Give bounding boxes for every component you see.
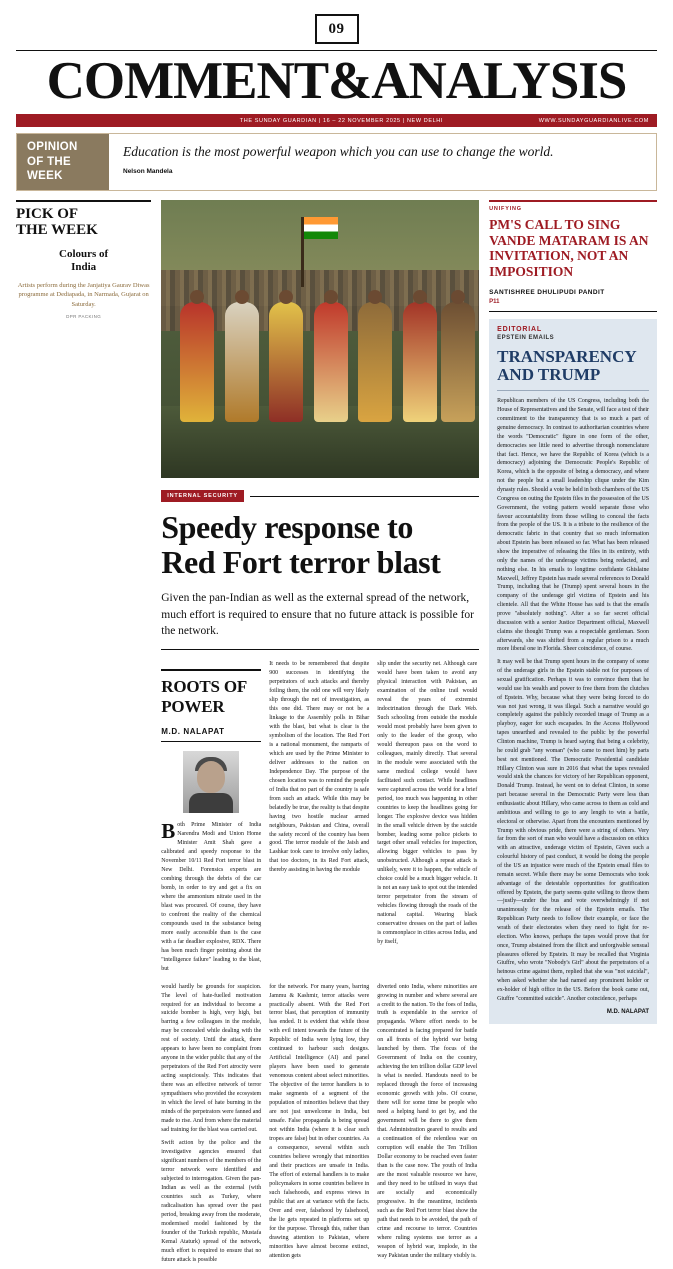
otw-label-line3: WEEK — [27, 170, 63, 183]
editorial-paragraph: Republican members of the US Congress, including both the House of Representatives and the Senate, will face a test of their commitment to the transparency that is so much a part of genuine democracy. In contrast to authoritarian countries where the words "Democratic" figure in one form of the other, democracies see little need to advertise through nomenclature that fact. Hence, we have the Republic of Korea (which is a democracy) adjoining the Democratic People's Republic of Korea, which is the opposite of being a democracy, and where not the people but a small leadership clique under the Kim dynasty rules. Should a vote be held in both chambers of the US Congress on outing the Epstein files in the possession of the US Government, the voting pattern would separate those who favour accountability from those willing to conceal the facts from the people of the US. It is a tribute to the resilience of the democratic fabric in that country that so much information about Epstein has been released so far. What has been released show the imperative of releasing the files in its entirety, with only the names of the underage victims being redacted, and nothing else. In his emails to longtime confidante Ghislaine Maxwell, Jeffrey Epstein has made several references to Donald Trump, including that he (Trump) spent several hours in the company of the underage girl victims of Epstein and his clientele. All that the White House has said is that the emails prove "absolutely nothing". After a so far secret official discussion with a senior Justice Department official, Maxwell claims she thought Trump was a respectable gentleman. Soon afterwards, she was shifted from a regular prison to a much more liberal one in Florida. Sheer coincidence, of course. — [497, 398, 649, 653]
opinion-of-the-week-content — [109, 134, 656, 190]
body-text-2 — [269, 660, 369, 875]
editorial-title — [497, 348, 649, 392]
author-avatar — [183, 751, 239, 813]
lead-photo — [161, 200, 479, 478]
body-text-5 — [269, 983, 369, 1261]
lead-standfirst: Given the pan-Indian as well as the external spread of the network, much effort is required to ensure that no future attack is possible for the network. — [161, 590, 479, 650]
body-paragraph: diverted onto India, where minorities are growing in number and where several are a credit to the nation. To the foes of India, truth is expendable in the service of propaganda. Where effort needs to be concentrated is facing prepared for battle on all fronts of the hybrid war being launched by them. The focus of the Government of India on the country, achieving the ten trillion dollar GDP level is what is needed. Handouts need to be replaced through the force of increasing economic growth with jobs. Of course, there will for some time be people who need a helping hand to get by, and the government will be there to give them that. Administration geared to results and a continuation of the relentless war on corruption will enable the Ten Trillion Dollar economy to be reached even faster than is the case now. The youth of India are the most valuable resource we have, and they need to be utilised in ways that are socially and economically progressive. In the meantime, incidents such as the Red Fort terror blast show the path that needs to be avoided, the path of crime and recourse to terror. Countries where ruling systems use terror as a weapon of hybrid war, implode, in the way Pakistan under the military visibly is. — [377, 983, 478, 1259]
page-reference[interactable]: P11 — [489, 299, 657, 312]
lead-body-columns — [161, 660, 479, 977]
section-tag-row — [161, 490, 479, 502]
opinion-of-the-week-label — [17, 134, 109, 190]
masthead-info-bar — [16, 114, 657, 127]
indian-flag-icon — [301, 217, 304, 287]
page-title — [16, 52, 657, 110]
body-text-1 — [161, 821, 261, 973]
otw-label-line2: OF THE — [27, 155, 71, 168]
pick-label-line2: THE WEEK — [16, 221, 98, 238]
editorial-subkicker: EPSTEIN EMAILS — [497, 334, 555, 341]
pick-subtitle-line1: Colours of — [59, 247, 109, 260]
roots-of-power-block — [161, 669, 261, 813]
pick-subtitle-line2: India — [71, 260, 97, 273]
photo-dancer — [358, 302, 392, 422]
opinion-author: Nelson Mandela — [123, 167, 173, 175]
photo-dancer — [269, 302, 303, 422]
opinion-of-the-week — [16, 133, 657, 191]
section-tag: INTERNAL SECURITY — [161, 490, 244, 502]
photo-dancer — [180, 302, 214, 422]
column-block-4 — [161, 983, 261, 1269]
masthead — [16, 14, 657, 127]
column-block-5 — [269, 983, 369, 1269]
masthead-title-right: ANALYSIS — [371, 52, 627, 110]
pick-of-the-week-column — [16, 200, 151, 1269]
right-column — [489, 200, 657, 1269]
body-paragraph: would hardly be grounds for suspicion. The level of hate-fuelled motivation required for an individual to become a suicide bomber is high, very high, but barring a few colleagues in the module, may be concealed while dealing with the rest of society. Until the attack, there appears to have been no complaint from anyone in the wider public that any of the perpetrators of the Red Fort atrocity were acting suspiciously. This indicates that there was an effective network of terror sympathisers who provided the ecosystem in which the level of hate burning in the minds of the perpetrators were fanned and made to rise. And from where the material sad training for the blast was carried out. — [161, 983, 262, 1134]
unifying-kicker: UNIFYING — [489, 200, 657, 212]
body-text-4 — [161, 983, 261, 1265]
photo-dancer — [225, 302, 259, 422]
photo-dancer — [403, 302, 437, 422]
website-url[interactable]: WWW.SUNDAYGUARDIANLIVE.COM — [538, 117, 649, 124]
opinion-quote: Education is the most powerful weapon which you can use to change the world. — [123, 144, 554, 159]
editorial-body — [497, 397, 649, 1003]
page-number-badge: 09 — [315, 14, 359, 44]
pick-of-the-week-label — [16, 200, 151, 239]
column-block-3 — [377, 660, 477, 977]
right-byline: SANTISHREE DHULIPUDI PANDIT — [489, 288, 605, 296]
photo-dancer — [441, 302, 475, 422]
column-byline: M.D. NALAPAT — [161, 727, 261, 742]
editorial-kicker: EDITORIAL — [497, 325, 542, 333]
main-grid — [16, 200, 657, 1269]
column-block-2 — [269, 660, 369, 977]
lead-headline-line2: Red Fort terror blast — [161, 543, 441, 580]
editorial-title-line1: TRANSPARENCY — [497, 346, 637, 366]
section-tag-rule — [250, 496, 479, 497]
body-text-3 — [377, 660, 477, 947]
body-paragraph: Swift action by the police and the investigative agencies ensured that significant numbers of the members of the terror network were identified and subjected to interrogation. Given the pan-Indian as well as the external (with countries such as Turkey, where radicalisation has spread over the past period, breaking away from the moderate, modernised model fashioned by the founder of the Turkish republic, Mustafa Kemal Ataturk) spread of the network, much effort is required to ensure that no future attack is possible — [161, 1140, 262, 1263]
pick-subtitle — [16, 248, 151, 274]
lead-paragraph: Both Prime Minister of India Narendra Modi and Union Home Minister Amit Shah gave a calibrated and speedy response to the November 10/11 Red Fort terror blast in New Delhi. Forensics experts are combing through the debris of the car bomb, in order to try and get a fix on where the ammonium nitrate used in the blast was procured. Of course, they have to confront the reality of the chemical compounds used in the substance being more easily accessible than is the case with a far deadlier explosive, RDX. There has been much finger pointing about the "intelligence failure" leading to the blast, but — [161, 819, 262, 972]
editorial-paragraph: It may well be that Trump spent hours in the company of some of the underage girls in the Epstein stable not for purposes of sexual gratification. Perhaps it was to convince them that he would use his wealth and power to free them from the clutches of Epstein. Why, because what they were being forced to do was not just wrong, it was illegal. Such a narrative would go completely against the publicly recorded image of Trump as a playboy, eager for such escapades. In the Access Hollywood tapes unearthed and revealed to the public by the powerful Clinton machine, Trump is heard saying that being a celebrity, he could grab "any woman" (who came to meet him) by parts best not mentioned. The Democratic Presidential candidate Hillary Clinton was sure in 2016 that what the tapes revealed would sink the chances for victory of her Republican opponent, Donald Trump. Instead, he went on to defeat Clinton, in some part because several in the Democratic Party were less than enthusiastic about Hillary, who came across to them as cold and ambitious and willing to go to any length to win a battle, electoral or otherwise. Apart from the encounters mentioned by Trump with obvious pride, there were a string of others. Very far from the sort of man who would have a discussion on ethics with an attractive, underage victim of Epstein, Given such a colourful history of past conduct, it would be doing the people of the US an injustice were much of the Epstein email files to remain secret. While there may be some Democrats who took advantage of the detestable opportunities for gratification offered by Epstein, the party seems quite willing to throw them—justly—under the bus and vote overwhelmingly if not unanimously for the release of the Epstein emails. The Republican Party needs to follow their example, or face the wrath of their electorates when they need to fight for re-election. Who knows, perhaps the tapes would prove that for once, Trump abstained from the illicit and unforgivable sensual pleasures offered by Epstein. It may be recalled that Virginia Giuffre, who wrote "Nobody's Girl" about the perpetrators of a heinous crime against them, replied that she was "not suicidal", when asked whether she had named any prominent holder or ex-holder of high office in the US. Before the book came out, Giuffre "committed suicide". Another coincidence, perhaps — [497, 659, 649, 1002]
masthead-ampersand: & — [328, 52, 372, 110]
lead-headline — [161, 510, 479, 579]
body-paragraph: It needs to be remembered that despite 900 successes in identifying the perpetrators of such attacks and thereby foiling them, the odd one will very likely slip through the net of investigation, as this one did. There may or not be a linkage to the Assembly polls in Bihar with the blast, but what is clear is the symbolism of the location. The Red Fort is a national monument, the ramparts of which are used by the Prime Minister to deliver addresses to the nation on Independence Day. The purpose of the chosen location was to remind the people of India that no part of the country is safe from such an attack. While this may be belatedly be true, the reality is that despite having two hostile nuclear armed neighbours, Pakistan and China, overall the safety record of the country has been good. The terror module of the Jaish and Lashkar took care to involve only ladies, that too doctors, in its Red Fort attack, thereby assisting in having the module — [269, 661, 370, 874]
masthead-title-left: COMMENT — [46, 52, 329, 110]
pick-label-line1: PICK OF — [16, 206, 79, 222]
right-headline[interactable]: PM'S CALL TO SING VANDE MATARAM IS AN INVITATION, NOT AN IMPOSITION — [489, 217, 649, 279]
otw-label-line1: OPINION — [27, 141, 78, 154]
editorial-title-line2: AND TRUMP — [497, 364, 601, 384]
lead-body-columns-2 — [161, 983, 479, 1269]
column-title: ROOTS OF POWER — [161, 677, 247, 717]
photo-dancer — [314, 302, 348, 422]
lead-headline-line1: Speedy response to — [161, 509, 414, 545]
lead-story-column — [161, 200, 479, 1269]
photo-credit: DPR PACKING — [66, 314, 102, 320]
body-text-6 — [377, 983, 477, 1261]
editorial-panel — [489, 319, 657, 1024]
body-paragraph: slip under the security net. Although care would have been taken to avoid any physical interaction with Pakistan, an examination of the online trail would reveal the years of extremist indoctrination through the Dark Web. Such schooling from outside the module would most probably have been given to only to the leader of the group, who would thereupon pass on the word to colleagues, mainly directly. That several in the module were associated with the same medical college would have facilitated such contact. While headlines were captured across the world for a brief period, too much was happening in other countries to keep the headlines going for longer. The explosive device was hidden in the small vehicle driven by the suicide bomber, leading some police pickets to target other small vehicles for inspection, allowing bigger vehicles to pass by unobstructed. Although a repeat attack is unlikely, were it to happen, the vehicle of choice could be a much bigger vehicle. It is not an easy task to spot out the intended terror perpetrator from the stream of vehicles flowing through the roads of the national capital. Wearing black conservative dresses on the part of ladies is commonplace in cities across India, and by itself, — [377, 661, 478, 946]
editorial-signature: M.D. NALAPAT — [606, 1008, 649, 1015]
pick-caption: Artists perform during the Janjatiya Gaurav Diwas programme at Dediapada, in Narmada, Gujarat on Saturday. — [17, 281, 150, 308]
column-block-6 — [377, 983, 477, 1269]
edition-info: THE SUNDAY GUARDIAN | 16 – 22 NOVEMBER 2025 | NEW DELHI — [239, 117, 443, 124]
masthead-rule — [16, 50, 657, 51]
column-block-1 — [161, 660, 261, 977]
body-paragraph: for the network. For many years, barring Jammu & Kashmir, terror attacks were practically absent. With the Red Fort terror blast, that perception of immunity has ended. It is evident that while those with evil intent towards the future of the Republic of India were lying low, they continued to harbour such designs. Artificial Intelligence (AI) and panel players have been used to generate venomous content about select minorities. The objective of the terror handlers is to make segments of a segment of the population of minorities believe that they are not just unwelcome in India, but unsafe. False propaganda is being spread not within India (where it is clear such tropes are false) but in other countries. As a consequence, several within such countries believe wrongly that minorities and their practices are unsafe in India. The effort of external handlers is to make policymakers in some countries believe in such falsehoods, and express views in public that are at variance with the facts. Over and over, falsehood by falsehood, the lie gets repeated in platforms set up for the purpose. Through this, rather than drawing attention to Pakistan, where minorities have almost become extinct, attention gets — [269, 983, 370, 1259]
